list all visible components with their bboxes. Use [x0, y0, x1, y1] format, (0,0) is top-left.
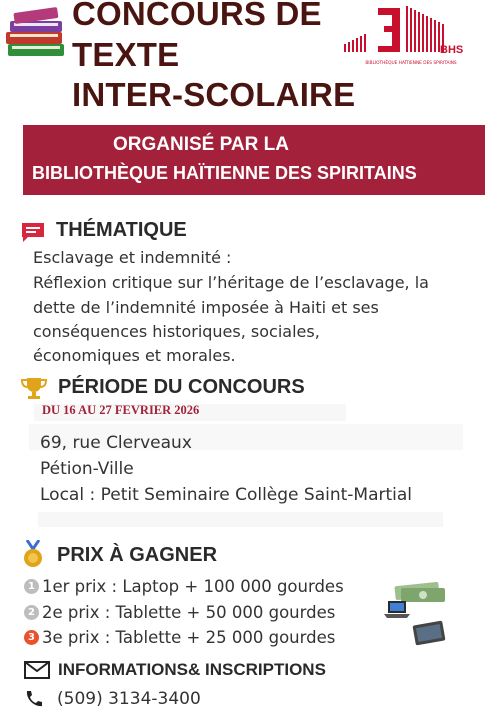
banner-line-2: BIBLIOTHÈQUE HAÏTIENNE DES SPIRITAINS [32, 163, 417, 183]
thematique-line: Esclavage et indemnité : [33, 248, 232, 267]
thematique-line: économiques et morales. [33, 346, 236, 365]
trophy-icon [20, 376, 48, 400]
prize-line-3: 3e prix : Tablette + 25 000 gourdes [42, 628, 336, 647]
address-strip [38, 512, 443, 527]
chat-icon [20, 221, 46, 243]
title-line-2: TEXTE [72, 36, 180, 73]
laptop-icon [382, 599, 412, 621]
thematique-line: dette de l’indemnité imposée à Haiti et ses [33, 298, 379, 317]
tablet-icon [408, 620, 450, 646]
prize-number-2: 2 [24, 605, 39, 620]
thematique-line: conséquences historiques, sociales, [33, 322, 320, 341]
address-line: Pétion-Ville [40, 459, 134, 479]
prize-line-2: 2e prix : Tablette + 50 000 gourdes [42, 603, 336, 622]
title-line-1: CONCOURS DE [72, 0, 322, 32]
prix-heading: PRIX À GAGNER [57, 544, 218, 566]
info-heading: INFORMATIONS& INSCRIPTIONS [58, 660, 326, 679]
address-line: Local : Petit Seminaire Collège Saint-Martial [40, 485, 413, 505]
banner-line-1: ORGANISÉ PAR LA [113, 134, 289, 155]
bhs-logo [338, 0, 484, 74]
medal-icon [22, 540, 44, 568]
title-line-3: INTER-SCOLAIRE [72, 76, 356, 113]
bhs-logo-letters: BHS [440, 44, 464, 56]
books-icon [2, 6, 68, 60]
mail-icon [24, 661, 50, 679]
bhs-logo-caption: BIBLIOTHÈQUE HAÏTIENNE DES SPIRITAINS [365, 61, 457, 66]
prize-number-1: 1 [24, 579, 39, 594]
thematique-line: Réflexion critique sur l’héritage de l’esclavage, la [33, 273, 429, 292]
prize-number-3: 3 [24, 630, 39, 645]
periode-heading: PÉRIODE DU CONCOURS [58, 376, 305, 398]
phone-icon [24, 690, 44, 708]
periode-dates: DU 16 AU 27 FEVRIER 2026 [42, 403, 200, 417]
prize-line-1: 1er prix : Laptop + 100 000 gourdes [42, 577, 344, 596]
phone-number: (509) 3134-3400 [57, 689, 201, 709]
thematique-heading: THÉMATIQUE [56, 219, 187, 241]
address-line: 69, rue Clerveaux [40, 433, 192, 453]
